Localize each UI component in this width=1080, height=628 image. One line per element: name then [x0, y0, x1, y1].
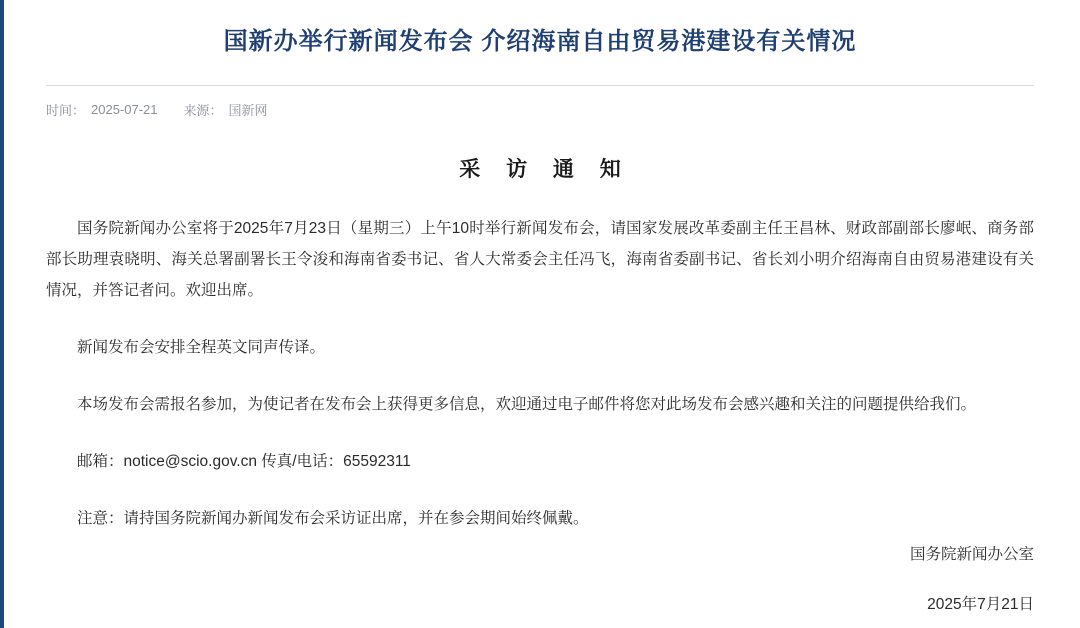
paragraph-1: 国务院新闻办公室将于2025年7月23日（星期三）上午10时举行新闻发布会，请国家发展改革委副主任王昌林、财政部副部长廖岷、商务部部长助理袁晓明、海关总署副署长王令浚和海南省委书记、省人大常委会主任冯飞，海南省委副书记、省长刘小明介绍海南自由贸易港建设有关情况，并答记者问。欢迎出席。 [46, 220, 1034, 299]
page-title: 国新办举行新闻发布会 介绍海南自由贸易港建设有关情况 [223, 28, 857, 55]
meta-time-label: 时间： [46, 103, 86, 118]
document-body [46, 213, 1034, 534]
paragraph-4-contact: 邮箱：notice@scio.gov.cn 传真/电话：65592311 [77, 453, 411, 470]
meta-source-value: 国新网 [228, 103, 268, 118]
document-subtitle: 采 访 通 知 [459, 158, 631, 181]
meta-time-value: 2025-07-21 [91, 102, 158, 117]
paragraph-3: 本场发布会需报名参加，为使记者在发布会上获得更多信息，欢迎通过电子邮件将您对此场发布会感兴趣和关注的问题提供给我们。 [77, 396, 977, 413]
header-divider [46, 85, 1034, 86]
document-meta [46, 100, 1034, 119]
signature-date: 2025年7月21日 [927, 596, 1034, 613]
meta-source-label: 来源： [183, 103, 223, 118]
paragraph-2: 新闻发布会安排全程英文同声传译。 [77, 339, 326, 356]
paragraph-5-notice: 注意：请持国务院新闻办新闻发布会采访证出席，并在参会期间始终佩戴。 [77, 510, 589, 527]
signature: 国务院新闻办公室 [909, 546, 1034, 563]
document-content [4, 0, 1080, 628]
